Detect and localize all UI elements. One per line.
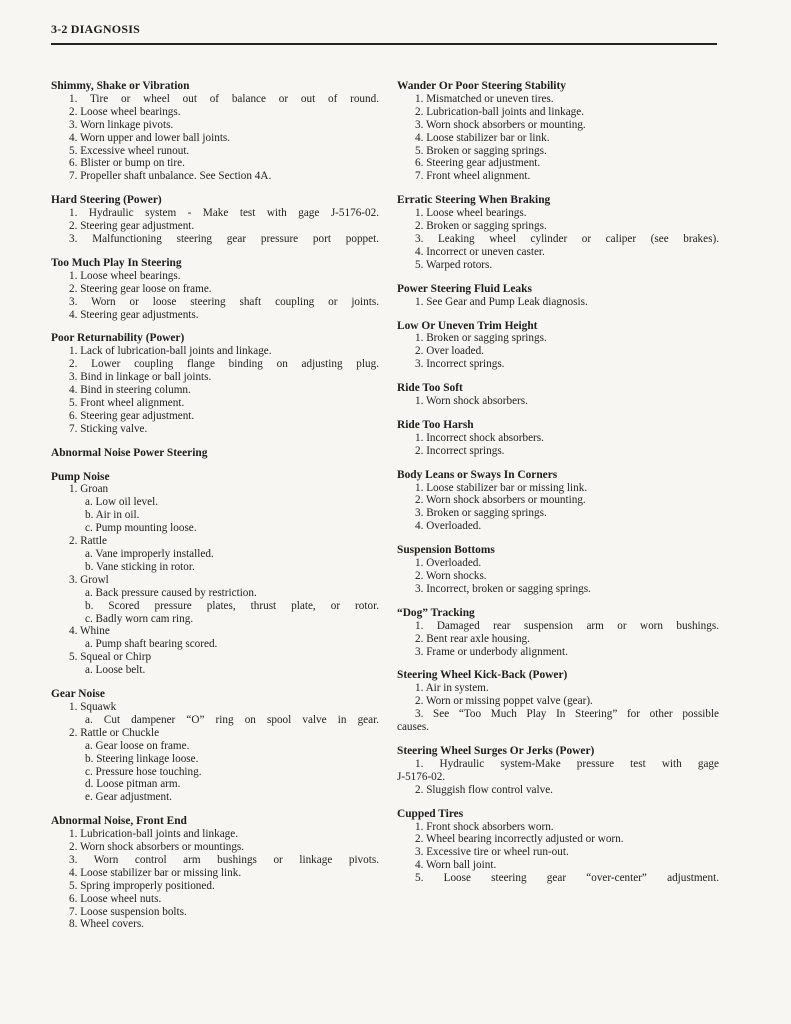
- section-title: Suspension Bottoms: [397, 544, 495, 557]
- list-item: J-5176-02.: [397, 770, 446, 783]
- list-item: 5. Loose steering gear “over-center” adjustment.: [415, 872, 719, 885]
- list-item: 1. Groan: [69, 483, 109, 496]
- section-erratic-steering-when-braking: [397, 194, 719, 271]
- list-item: 4. Loose stabilizer bar or missing link.: [69, 866, 242, 879]
- section-dog-tracking: [397, 607, 719, 659]
- section-ride-too-soft: [397, 382, 719, 408]
- list-item: 2. Sluggish flow control valve.: [415, 783, 553, 796]
- list-item: 1. Loose stabilizer bar or missing link.: [415, 481, 588, 494]
- list-item: 2. Rattle: [69, 535, 107, 548]
- list-item: 2. Worn shocks.: [415, 570, 487, 582]
- list-item: 3. Bind in linkage or ball joints.: [69, 371, 212, 384]
- list-item: 7. Loose suspension bolts.: [69, 905, 187, 918]
- list-item: 5. Squeal or Chirp: [69, 651, 152, 664]
- section-ride-too-harsh: [397, 419, 719, 458]
- list-item: 7. Front wheel alignment.: [415, 170, 531, 183]
- list-item: 2. Worn or missing poppet valve (gear).: [415, 695, 593, 708]
- list-item: 5. Broken or sagging springs.: [415, 144, 547, 157]
- list-item: 2. Wheel bearing incorrectly adjusted or worn.: [415, 833, 624, 846]
- list-item: 4. Incorrect or uneven caster.: [415, 245, 545, 258]
- section-steering-wheel-surges-or-jerks-power: [397, 745, 719, 797]
- list-item: 1. Front shock absorbers worn.: [415, 820, 554, 833]
- list-item: 5. Spring improperly positioned.: [69, 879, 215, 892]
- list-item: 3. Incorrect, broken or sagging springs.: [415, 582, 591, 595]
- list-item: 1. Loose wheel bearings.: [69, 269, 181, 282]
- section-title: Body Leans or Sways In Corners: [397, 468, 558, 481]
- sub-item: c. Badly worn cam ring.: [85, 612, 194, 625]
- section-title: Low Or Uneven Trim Height: [397, 319, 538, 332]
- list-item: 3. Excessive tire or wheel run-out.: [415, 846, 569, 859]
- list-item: 1. Air in system.: [415, 682, 489, 695]
- list-item: 1. Worn shock absorbers.: [415, 395, 528, 408]
- section-title: Hard Steering (Power): [51, 194, 162, 207]
- section-title: Abnormal Noise Power Steering: [51, 446, 208, 459]
- list-item: 2. Worn shock absorbers or mounting.: [415, 494, 586, 507]
- section-title: Pump Noise: [51, 470, 110, 483]
- section-title: “Dog” Tracking: [397, 606, 475, 619]
- list-item: causes.: [397, 721, 429, 734]
- list-item: 3. See “Too Much Play In Steering” for other possible: [415, 708, 719, 721]
- list-item: 6. Steering gear adjustment.: [69, 409, 195, 422]
- list-item: 3. Frame or underbody alignment.: [415, 645, 568, 658]
- list-item: 4. Loose stabilizer bar or link.: [415, 131, 550, 144]
- list-item: 7. Propeller shaft unbalance. See Section 4A.: [69, 170, 272, 183]
- list-item: 5. Front wheel alignment.: [69, 396, 185, 409]
- sub-item: a. Vane improperly installed.: [85, 548, 214, 560]
- sub-item: a. Cut dampener “O” ring on spool valve in gear.: [85, 713, 379, 726]
- sub-item: c. Pressure hose touching.: [85, 765, 202, 778]
- list-item: 4. Overloaded.: [415, 520, 482, 533]
- list-item: 3. Worn shock absorbers or mounting.: [415, 118, 586, 131]
- sub-item: c. Pump mounting loose.: [85, 522, 197, 535]
- list-item: 2. Bent rear axle housing.: [415, 632, 530, 645]
- list-item: 3. Worn control arm bushings or linkage pivots.: [69, 853, 379, 866]
- section-title: Steering Wheel Kick-Back (Power): [397, 669, 568, 682]
- list-item: 2. Steering gear loose on frame.: [69, 282, 212, 295]
- list-item: 3. Worn linkage pivots.: [69, 118, 174, 131]
- section-steering-wheel-kick-back-power: [397, 669, 719, 734]
- list-item: 3. Growl: [69, 573, 109, 586]
- sub-item: b. Steering linkage loose.: [85, 752, 199, 765]
- list-item: 2. Steering gear adjustment.: [69, 220, 195, 233]
- section-title: Ride Too Harsh: [397, 418, 474, 431]
- section-gear-noise: [51, 688, 379, 804]
- sub-item: b. Air in oil.: [85, 509, 140, 522]
- section-title: Too Much Play In Steering: [51, 256, 182, 269]
- left-column: [51, 80, 379, 942]
- section-abnormal-noise-front-end: [51, 815, 379, 931]
- list-item: 3. Malfunctioning steering gear pressure port poppet.: [69, 232, 379, 245]
- section-too-much-play-in-steering: [51, 257, 379, 322]
- list-item: 1. See Gear and Pump Leak diagnosis.: [415, 295, 588, 308]
- section-abnormal-noise-power-steering: [51, 447, 379, 460]
- list-item: 1. Squawk: [69, 700, 117, 713]
- list-item: 2. Incorrect springs.: [415, 444, 505, 457]
- list-item: 3. Incorrect springs.: [415, 358, 505, 371]
- list-item: 5. Warped rotors.: [415, 258, 493, 271]
- list-item: 4. Bind in steering column.: [69, 384, 191, 397]
- list-item: 8. Wheel covers.: [69, 918, 144, 931]
- section-title: Wander Or Poor Steering Stability: [397, 80, 566, 92]
- section-poor-returnability-power: [51, 332, 379, 435]
- list-item: 1. Tire or wheel out of balance or out of round.: [69, 92, 379, 105]
- sub-item: d. Loose pitman arm.: [85, 778, 181, 791]
- list-item: 2. Rattle or Chuckle: [69, 726, 160, 739]
- section-title: Erratic Steering When Braking: [397, 194, 551, 207]
- section-title: Abnormal Noise, Front End: [51, 815, 187, 828]
- list-item: 1. Hydraulic system - Make test with gage J-5176-02.: [69, 207, 379, 220]
- list-item: 2. Lubrication-ball joints and linkage.: [415, 105, 585, 118]
- section-title: Ride Too Soft: [397, 382, 463, 395]
- header-rule: [51, 43, 717, 45]
- sub-item: b. Vane sticking in rotor.: [85, 560, 195, 573]
- section-power-steering-fluid-leaks: [397, 283, 719, 309]
- list-item: 5. Excessive wheel runout.: [69, 144, 190, 157]
- sub-item: a. Low oil level.: [85, 496, 159, 509]
- section-title: Poor Returnability (Power): [51, 332, 185, 345]
- list-item: 3. Worn or loose steering shaft coupling or joints.: [69, 295, 379, 308]
- list-item: 4. Worn ball joint.: [415, 859, 497, 872]
- list-item: 6. Blister or bump on tire.: [69, 157, 185, 170]
- section-body-leans-or-sways-in-corners: [397, 469, 719, 534]
- sub-item: b. Scored pressure plates, thrust plate, or rotor.: [85, 599, 379, 612]
- list-item: 2. Worn shock absorbers or mountings.: [69, 841, 245, 854]
- section-suspension-bottoms: [397, 544, 719, 596]
- list-item: 1. Overloaded.: [415, 557, 482, 570]
- list-item: 1. Broken or sagging springs.: [415, 332, 547, 345]
- section-hard-steering-power: [51, 194, 379, 246]
- sub-item: a. Back pressure caused by restriction.: [85, 586, 257, 599]
- section-wander-or-poor-steering-stability: [397, 80, 719, 183]
- section-cupped-tires: [397, 808, 719, 885]
- list-item: 1. Incorrect shock absorbers.: [415, 431, 544, 444]
- list-item: 1. Hydraulic system-Make pressure test with gage: [415, 757, 719, 770]
- sub-item: a. Pump shaft bearing scored.: [85, 638, 218, 651]
- sub-item: a. Gear loose on frame.: [85, 739, 190, 752]
- list-item: 2. Broken or sagging springs.: [415, 220, 547, 233]
- list-item: 2. Loose wheel bearings.: [69, 105, 181, 118]
- section-title: Steering Wheel Surges Or Jerks (Power): [397, 744, 595, 757]
- list-item: 3. Broken or sagging springs.: [415, 507, 547, 520]
- list-item: 1. Mismatched or uneven tires.: [415, 92, 554, 105]
- list-item: 4. Steering gear adjustments.: [69, 308, 199, 321]
- list-item: 1. Lubrication-ball joints and linkage.: [69, 828, 239, 841]
- list-item: 6. Steering gear adjustment.: [415, 157, 541, 170]
- list-item: 1. Loose wheel bearings.: [415, 207, 527, 220]
- list-item: 1. Damaged rear suspension arm or worn bushings.: [415, 619, 719, 632]
- section-low-or-uneven-trim-height: [397, 320, 719, 372]
- section-title: Gear Noise: [51, 688, 105, 701]
- page-header: 3-2 DIAGNOSIS: [51, 22, 140, 36]
- list-item: 1. Lack of lubrication-ball joints and linkage.: [69, 345, 272, 358]
- section-shimmy-shake-or-vibration: [51, 80, 379, 183]
- list-item: 4. Worn upper and lower ball joints.: [69, 131, 231, 144]
- sub-item: e. Gear adjustment.: [85, 791, 172, 804]
- section-title: Cupped Tires: [397, 807, 464, 820]
- section-pump-noise: [51, 471, 379, 678]
- sub-item: a. Loose belt.: [85, 664, 146, 677]
- right-column: [397, 80, 719, 896]
- list-item: 3. Leaking wheel cylinder or caliper (see brakes).: [415, 232, 719, 245]
- list-item: 4. Whine: [69, 625, 110, 638]
- list-item: 2. Over loaded.: [415, 345, 484, 358]
- section-title: Shimmy, Shake or Vibration: [51, 80, 190, 92]
- section-title: Power Steering Fluid Leaks: [397, 282, 532, 295]
- list-item: 2. Lower coupling flange binding on adjusting plug.: [69, 358, 379, 371]
- list-item: 7. Sticking valve.: [69, 422, 148, 435]
- list-item: 6. Loose wheel nuts.: [69, 892, 162, 905]
